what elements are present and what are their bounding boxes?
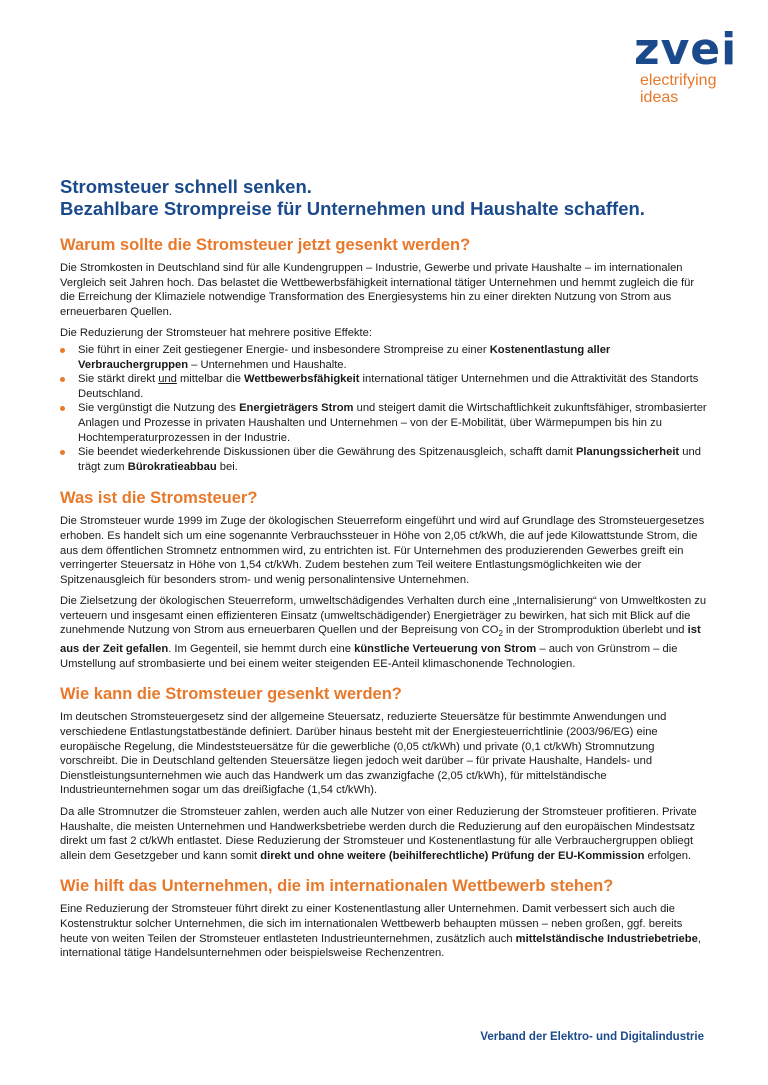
- effects-list: [60, 343, 712, 474]
- logo-tagline-2: ideas: [640, 89, 679, 106]
- section-how: [60, 684, 712, 863]
- paragraph: Die Zielsetzung der ökologischen Steuerreform, umweltschädigendes Verhalten durch eine „Internalisierung“ von Umweltkosten zu verteuern und insgesamt einen effizienteren Einsatz (umweltschädigender) Energieträger zu bewirken, hat sich mit Blick auf die zunehmende Nutzung von Strom aus erneuerbaren Quellen und der Bepreisung von $CO_2$ in der Stromproduktion überlebt und ist aus der Zeit gefallen. Im Gegenteil, sie hemmt durch eine künstliche Verteuerung von Strom – auch von Grünstrom – die Umstellung auf strombasierte und bei einem weiter steigenden EE-Anteil klimaschonende Technologien.: [60, 595, 707, 670]
- page-title: [60, 176, 712, 220]
- list-item: Sie beendet wiederkehrende Diskussionen über die Gewährung des Spitzenausgleich, schafft damit Planungssicherheit und trägt zum Bürokratieabbau bei.: [60, 445, 712, 474]
- section-why: [60, 235, 712, 474]
- title-line-1: Stromsteuer schnell senken.: [60, 176, 312, 197]
- title-line-2: Bezahlbare Strompreise für Unternehmen und Haushalte schaffen.: [60, 198, 645, 219]
- zvei-logo: [634, 24, 740, 106]
- paragraph: Die Reduzierung der Stromsteuer hat mehrere positive Effekte:: [60, 327, 372, 340]
- paragraph: Im deutschen Stromsteuergesetz sind der allgemeine Steuersatz, reduzierte Steuersätze für bestimmte Anwendungen und verschiedene Entlastungstatbestände definiert. Darüber hinaus besteht mit der Energiesteuerrichtlinie (2003/96/EG) eine europäische Regelung, die Mindeststeuersätze für die gewerbliche (0,05 ct/kWh) und private (0,1 ct/kWh) Stromnutzung vorschreibt. Die in Deutschland geltenden Steuersätze liegen jedoch weit darüber – für private Haushalte, Handels- und Dienstleistungsunternehmen wie auch das Handwerk um das zwanzigfache (2,05 ct/kWh), für mittelständische Industrieunternehmen sogar um das dreißigfache (1,54 ct/kWh).: [60, 711, 667, 797]
- list-item: Sie führt in einer Zeit gestiegener Energie- und insbesondere Strompreise zu einer Kostenentlastung aller Verbrauchergruppen – Unternehmen und Haushalte.: [60, 343, 712, 372]
- section-heading: Warum sollte die Stromsteuer jetzt gesenkt werden?: [60, 236, 471, 254]
- paragraph: Die Stromsteuer wurde 1999 im Zuge der ökologischen Steuerreform eingeführt und wird auf Grundlage des Stromsteuergesetzes erhoben. Es handelt sich um eine sogenannte Verbrauchssteuer in Höhe von 2,05 ct/kWh, die auf jede Kilowattstunde Strom, die aus dem öffentlichen Stromnetz entnommen wird, zu entrichten ist. Für Unternehmen des produzierenden Gewerbes greift ein verringerter Steuersatz in Höhe von 1,54 ct/kWh. Zudem bestehen zum Teil weitere Entlastungsmöglichkeiten wie der Spitzenausgleich für besonders strom- und wenig personalintensive Unternehmen.: [60, 515, 705, 586]
- section-heading: Wie kann die Stromsteuer gesenkt werden?: [60, 685, 402, 704]
- paragraph: Da alle Stromnutzer die Stromsteuer zahlen, werden auch alle Nutzer von einer Reduzierung der Stromsteuer profitieren. Private Haushalte, die meisten Unternehmen und Handwerksbetriebe werden durch die Reduzierung auf den europäischen Mindestsatz direkt um fast 2 ct/kWh entlastet. Diese Reduzierung der Stromsteuer und Kostenentlastung für alle Verbrauchergruppen obliegt allein dem Gesetzgeber und kann somit direkt und ohne weitere (beihilferechtliche) Prüfung der EU-Kommission erfolgen.: [60, 806, 697, 862]
- bullet-icon: [60, 377, 65, 382]
- document-body: [60, 176, 712, 974]
- logo-tagline-1: electrifying: [640, 72, 717, 89]
- logo-wordmark: zvei: [634, 24, 738, 75]
- section-international: [60, 876, 712, 960]
- bullet-icon: [60, 348, 65, 353]
- list-item: Sie stärkt direkt und mittelbar die Wettbewerbsfähigkeit international tätiger Unternehmen und die Attraktivität des Standorts Deutschland.: [60, 372, 712, 401]
- bullet-icon: [60, 406, 65, 411]
- section-heading: Wie hilft das Unternehmen, die im internationalen Wettbewerb stehen?: [60, 877, 614, 896]
- footer-organization: Verband der Elektro- und Digitalindustrie: [480, 1031, 704, 1043]
- paragraph: Die Stromkosten in Deutschland sind für alle Kundengruppen – Industrie, Gewerbe und private Haushalte – im internationalen Vergleich seit Jahren hoch. Das belastet die Wettbewerbsfähigkeit international tätiger Unternehmen und hemmt zugleich die für die Erreichung der Klimaziele notwendige Transformation des Energiesystems hin zu einer direkten Nutzung von Strom aus erneuerbaren Quellen.: [60, 262, 695, 318]
- section-what: [60, 488, 712, 671]
- list-item: Sie vergünstigt die Nutzung des Energieträgers Strom und steigert damit die Wirtschaftlichkeit zukunftsfähiger, strombasierter Anlagen und Prozesse in privaten Haushalten und Unternehmen – von der E-Mobilität, über Wärmepumpen bis hin zu Hochtemperaturprozessen in der Industrie.: [60, 401, 712, 445]
- paragraph: Eine Reduzierung der Stromsteuer führt direkt zu einer Kostenentlastung aller Unternehmen. Damit verbessert sich auch die Kostenstruktur solcher Unternehmen, die sich im internationalen Wettbewerb behaupten müssen – neben großen, ggf. bereits heute von weiten Teilen der Stromsteuer entlasteten Industrieunternehmen, zusätzlich auch mittelständische Industriebetriebe, international tätige Handelsunternehmen oder beispielsweise Rechenzentren.: [60, 903, 701, 960]
- bullet-icon: [60, 450, 65, 455]
- section-heading: Was ist die Stromsteuer?: [60, 489, 258, 508]
